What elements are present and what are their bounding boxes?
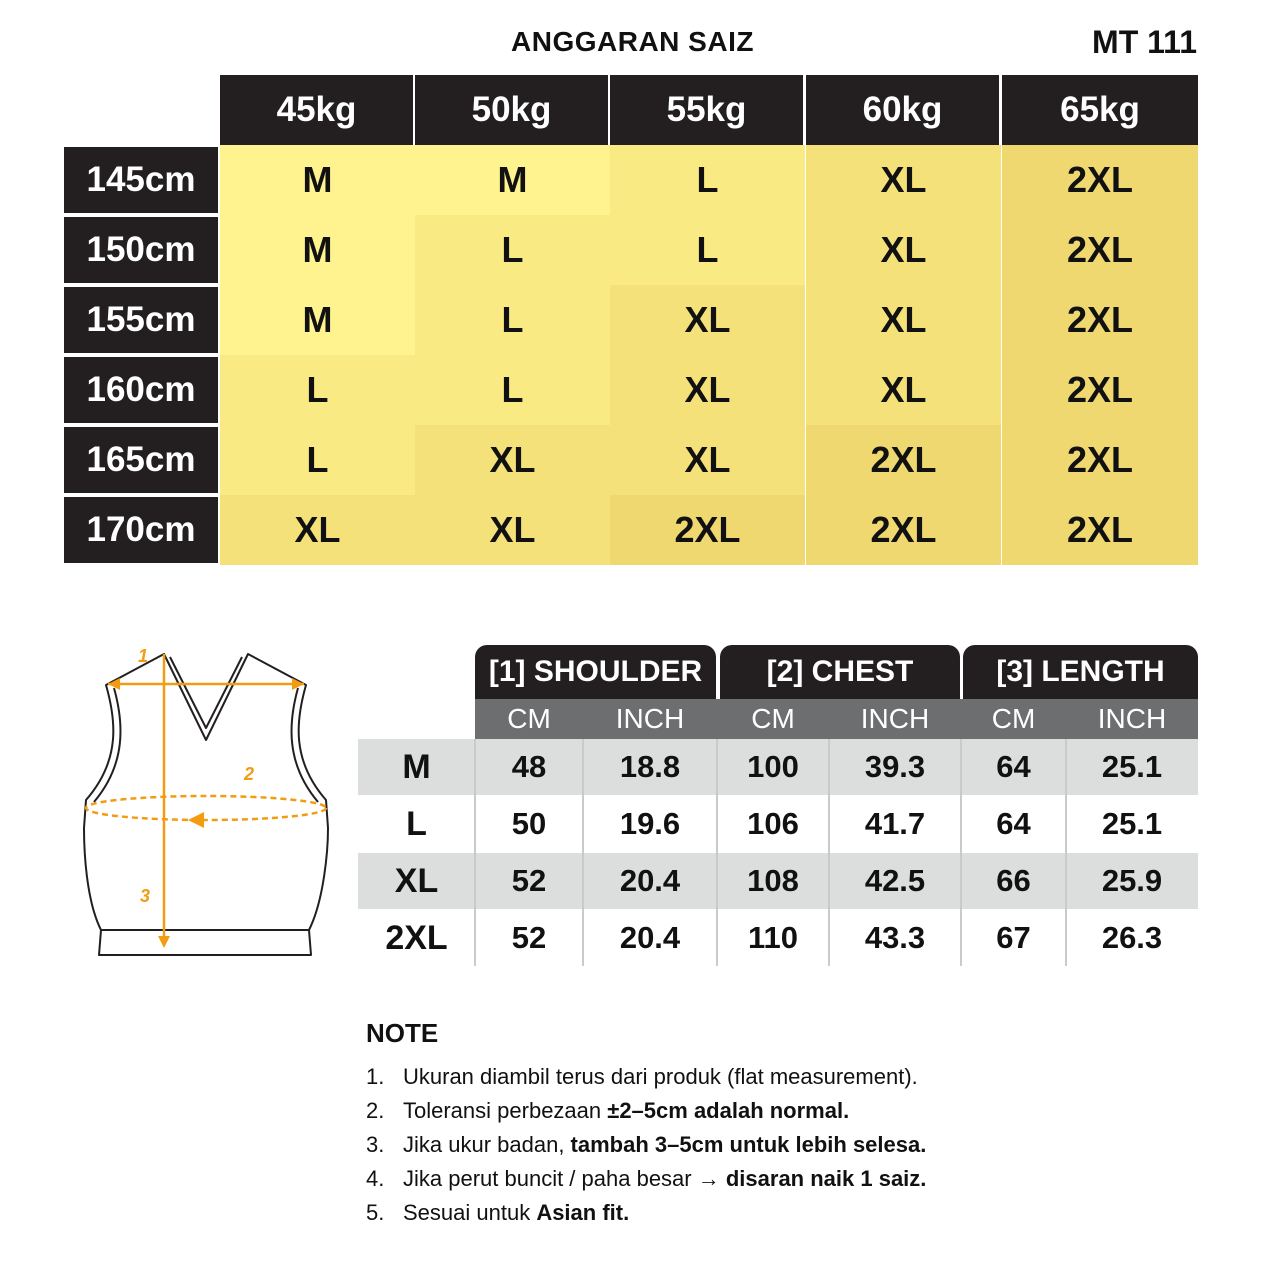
height-header: 170cm — [64, 497, 218, 563]
size-cell: M — [220, 145, 415, 215]
unit-header: INCH — [1097, 703, 1167, 734]
column-divider — [1065, 739, 1067, 966]
size-cell: L — [610, 215, 805, 285]
vest-collar — [170, 657, 242, 728]
note-emphasis: disaran naik 1 saiz. — [725, 1166, 927, 1191]
note-number: 2. — [366, 1098, 385, 1123]
measure-value: 43.3 — [864, 920, 926, 955]
note-number: 4. — [366, 1166, 385, 1191]
measure-value: 110 — [747, 920, 798, 955]
measure-value: 108 — [747, 863, 799, 898]
unit-header: CM — [991, 703, 1036, 734]
measure-value: 19.6 — [619, 806, 681, 841]
unit-header: INCH — [615, 703, 685, 734]
note-item — [366, 1128, 1246, 1162]
size-cell: L — [415, 355, 610, 425]
measure-value: 20.4 — [619, 920, 681, 955]
notes-list — [366, 1060, 1246, 1230]
note-number: 5. — [366, 1200, 385, 1225]
unit-header: CM — [507, 703, 551, 734]
size-cell: 2XL — [1002, 425, 1198, 495]
size-cell: XL — [220, 495, 415, 565]
page-title: ANGGARAN SAIZ — [511, 26, 754, 57]
size-cell: L — [220, 355, 415, 425]
measure-value: 25.1 — [1101, 806, 1163, 841]
measure-value: 39.3 — [864, 749, 926, 784]
vest-outline — [84, 654, 328, 955]
chest-ellipse — [86, 796, 326, 820]
measure-value: 26.3 — [1101, 920, 1163, 955]
note-text: Ukuran diambil terus dari produk (flat measurement). — [403, 1064, 918, 1089]
column-divider — [582, 739, 584, 966]
measure-value: 100 — [747, 749, 799, 784]
weight-header: 65kg — [1002, 75, 1198, 145]
size-label: 2XL — [385, 918, 448, 957]
unit-header: INCH — [860, 703, 930, 734]
size-cell: M — [220, 215, 415, 285]
height-header: 160cm — [64, 357, 218, 423]
size-cell: 2XL — [1002, 495, 1198, 565]
size-label: L — [406, 804, 427, 843]
size-cell: XL — [806, 285, 1001, 355]
note-number: 3. — [366, 1132, 385, 1157]
measure-value: 52 — [511, 863, 547, 898]
note-item — [366, 1162, 1246, 1196]
group-header: [2] CHEST — [720, 645, 960, 699]
note-emphasis: Asian fit. — [536, 1200, 630, 1225]
size-cell: 2XL — [806, 425, 1001, 495]
column-divider — [716, 739, 718, 966]
measure-value: 106 — [747, 806, 799, 841]
group-header: [3] LENGTH — [963, 645, 1198, 699]
size-cell: XL — [610, 425, 805, 495]
measure-value: 52 — [511, 920, 547, 955]
measure-value: 25.9 — [1101, 863, 1163, 898]
measurement-table — [358, 645, 1198, 970]
size-cell: M — [220, 285, 415, 355]
note-title: NOTE — [366, 1018, 439, 1048]
measure-value: 18.8 — [619, 749, 681, 784]
size-cell: M — [415, 145, 610, 215]
size-cell: 2XL — [610, 495, 805, 565]
note-number: 1. — [366, 1064, 385, 1089]
weight-header: 55kg — [610, 75, 803, 145]
label-3: 3 — [140, 886, 151, 906]
size-cell: L — [220, 425, 415, 495]
note-item — [366, 1060, 1246, 1094]
note-text: Jika ukur badan, — [403, 1132, 571, 1157]
unit-header: CM — [751, 703, 795, 734]
note-item — [366, 1094, 1246, 1128]
size-estimate-table — [64, 75, 1198, 567]
weight-header: 60kg — [806, 75, 999, 145]
measure-value: 67 — [996, 920, 1031, 955]
label-1: 1 — [138, 646, 149, 666]
size-cell: 2XL — [1002, 285, 1198, 355]
table-row — [358, 739, 1198, 795]
height-header: 155cm — [64, 287, 218, 353]
size-cell: XL — [415, 495, 610, 565]
measure-value: 50 — [511, 806, 547, 841]
note-emphasis: ±2–5cm adalah normal. — [607, 1098, 850, 1123]
size-cell: L — [415, 215, 610, 285]
note-text: Sesuai untuk — [403, 1200, 537, 1225]
size-cell: XL — [610, 355, 805, 425]
weight-header: 45kg — [220, 75, 413, 145]
size-cell: XL — [806, 145, 1001, 215]
measure-value: 42.5 — [864, 863, 926, 898]
size-cell: L — [415, 285, 610, 355]
note-text: Toleransi perbezaan — [403, 1098, 608, 1123]
note-item — [366, 1196, 1246, 1230]
size-cell: XL — [415, 425, 610, 495]
column-divider — [828, 739, 830, 966]
label-2: 2 — [244, 764, 255, 784]
vest-diagram — [76, 640, 346, 965]
size-cell: 2XL — [1002, 215, 1198, 285]
product-code: MT 111 — [1092, 24, 1197, 60]
size-cell: XL — [806, 215, 1001, 285]
size-label: M — [402, 747, 431, 786]
column-divider — [960, 739, 962, 966]
measure-value: 41.7 — [864, 806, 926, 841]
weight-header: 50kg — [415, 75, 608, 145]
measure-value: 64 — [996, 749, 1031, 784]
size-cell: XL — [610, 285, 805, 355]
column-divider — [474, 739, 476, 966]
measure-value: 48 — [511, 749, 547, 784]
note-text: Jika perut buncit / paha besar → — [403, 1166, 726, 1191]
chest-arrow — [188, 812, 204, 828]
size-cell: 2XL — [1002, 145, 1198, 215]
height-header: 145cm — [64, 147, 218, 213]
table-row — [358, 910, 1198, 966]
size-cell: 2XL — [1002, 355, 1198, 425]
height-header: 165cm — [64, 427, 218, 493]
size-cell: L — [610, 145, 805, 215]
size-cell: XL — [806, 355, 1001, 425]
measure-value: 64 — [996, 806, 1031, 841]
group-header: [1] SHOULDER — [475, 645, 716, 699]
size-label: XL — [394, 861, 439, 900]
length-arrow-down — [158, 936, 170, 948]
note-emphasis: tambah 3–5cm untuk lebih selesa. — [570, 1132, 927, 1157]
size-cell: 2XL — [806, 495, 1001, 565]
table-row — [358, 853, 1198, 909]
measure-value: 20.4 — [619, 863, 681, 898]
table-row — [358, 796, 1198, 852]
measure-value: 25.1 — [1101, 749, 1163, 784]
measure-value: 66 — [996, 863, 1031, 898]
height-header: 150cm — [64, 217, 218, 283]
